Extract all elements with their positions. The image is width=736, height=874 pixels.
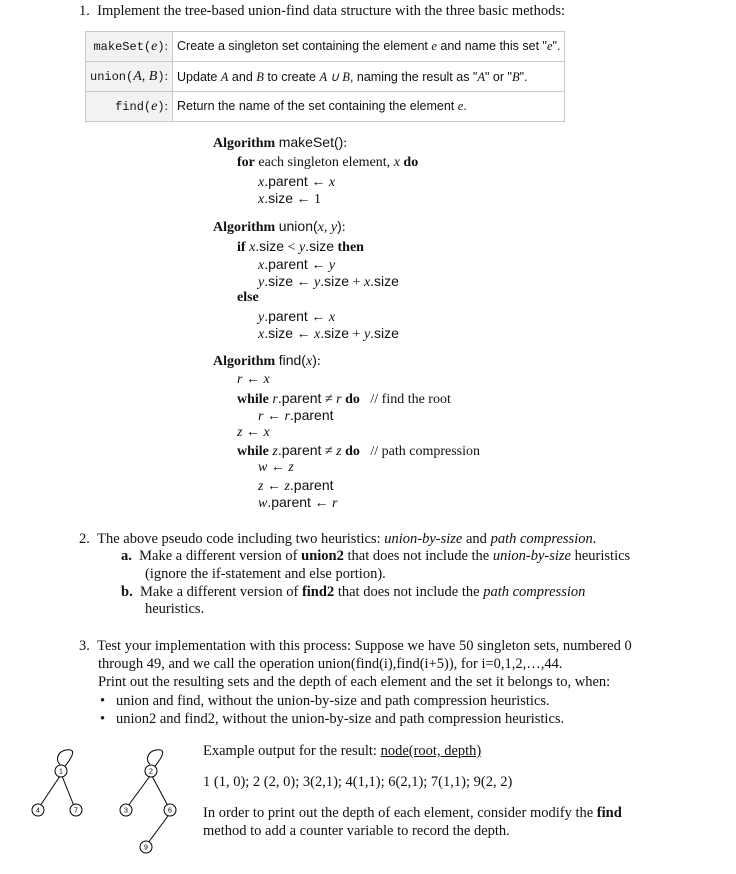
algo-line: r ← r.parent <box>258 407 334 424</box>
algo-line: while z.parent ≠ z do // path compression <box>237 442 481 459</box>
algo-line: w ← z <box>258 460 294 475</box>
algo-title: Algorithm find(x): <box>213 352 321 369</box>
node-label: 2 <box>149 768 153 776</box>
table-row <box>86 32 565 62</box>
algo-line: r ← x <box>237 372 270 387</box>
signature-cell: makeSet(e): <box>86 32 173 62</box>
algo-line: x.size ← 1 <box>258 190 322 207</box>
node-label: 4 <box>36 807 40 815</box>
q2a-cont: (ignore the if-statement and else portion). <box>145 566 386 582</box>
description-cell: Create a singleton set containing the element e and name this set "e". <box>173 32 565 62</box>
method-arg: e <box>151 38 158 54</box>
method-arg: e <box>151 98 158 114</box>
method-name: union <box>90 69 127 84</box>
algo-line: y.parent ← x <box>258 308 336 325</box>
q3-line: through 49, and we call the operation union(find(i),find(i+5)), for i=0,1,2,…,44. <box>98 656 563 672</box>
algo-line: z ← z.parent <box>258 477 334 494</box>
table-row <box>86 92 565 122</box>
algo-line: x.parent ← x <box>258 173 336 190</box>
signature-cell: union(A, B): <box>86 62 173 92</box>
algo-title: Algorithm union(x, y): <box>213 218 346 235</box>
node-label: 3 <box>124 807 128 815</box>
method-name: find <box>115 99 144 114</box>
bullet-icon: • <box>100 711 106 727</box>
q2b: b. Make a different version of find2 that does not include the path compression <box>121 584 586 600</box>
q2-header: 2. The above pseudo code including two heuristics: union-by-size and path compression. <box>79 531 597 547</box>
algo-line: z ← x <box>237 425 270 440</box>
q1-text: Implement the tree-based union-find data structure with the three basic methods: <box>97 3 565 19</box>
q3-bullet: • union2 and find2, without the union-by-size and path compression heuristics. <box>100 711 565 727</box>
q3-line: 3. Test your implementation with this process: Suppose we have 50 singleton sets, numbered 0 <box>79 638 632 654</box>
node-label: 6 <box>168 807 172 815</box>
example-output: 1 (1, 0); 2 (2, 0); 3(2,1); 4(1,1); 6(2,1); 7(1,1); 9(2, 2) <box>203 774 513 790</box>
q1-number: 1. <box>79 3 90 19</box>
node-label: 9 <box>144 844 148 852</box>
operations-table <box>85 31 565 122</box>
q3-line: Print out the resulting sets and the depth of each element and the set it belongs to, when: <box>98 674 611 690</box>
description-cell: Return the name of the set containing the element e. <box>173 92 565 122</box>
tree-diagram-1 <box>28 748 93 820</box>
description-cell: Update A and B to create A ∪ B, naming the result as "A" or "B". <box>173 62 565 92</box>
algo-line: y.size ← y.size + x.size <box>258 273 399 290</box>
algo-line: while r.parent ≠ r do // find the root <box>237 390 451 407</box>
algo-line: x.size ← x.size + y.size <box>258 325 399 342</box>
algo-line: if x.size < y.size then <box>237 238 364 255</box>
method-name: makeSet <box>93 39 144 54</box>
q2a: a. Make a different version of union2 that does not include the union-by-size heuristics <box>121 548 631 564</box>
bullet-icon: • <box>100 693 106 709</box>
algo-line: for each singleton element, x do <box>237 155 419 170</box>
node-label: 1 <box>59 768 63 776</box>
algo-line: else <box>237 290 259 305</box>
note-line: method to add a counter variable to record the depth. <box>203 823 510 839</box>
signature-cell: find(e): <box>86 92 173 122</box>
example-label: Example output for the result: node(root, depth) <box>203 743 482 759</box>
algo-line: x.parent ← y <box>258 256 336 273</box>
tree-diagram-2 <box>110 748 185 858</box>
algo-title: Algorithm makeSet(): <box>213 134 348 151</box>
q1-header <box>79 3 565 20</box>
table-row <box>86 62 565 92</box>
q2b-cont: heuristics. <box>145 601 205 617</box>
q3-bullet: • union and find, without the union-by-size and path compression heuristics. <box>100 693 550 709</box>
node-label: 7 <box>74 807 78 815</box>
note-line: In order to print out the depth of each element, consider modify the find <box>203 805 622 821</box>
algo-line: w.parent ← r <box>258 494 338 511</box>
method-arg: A, B <box>133 68 158 84</box>
